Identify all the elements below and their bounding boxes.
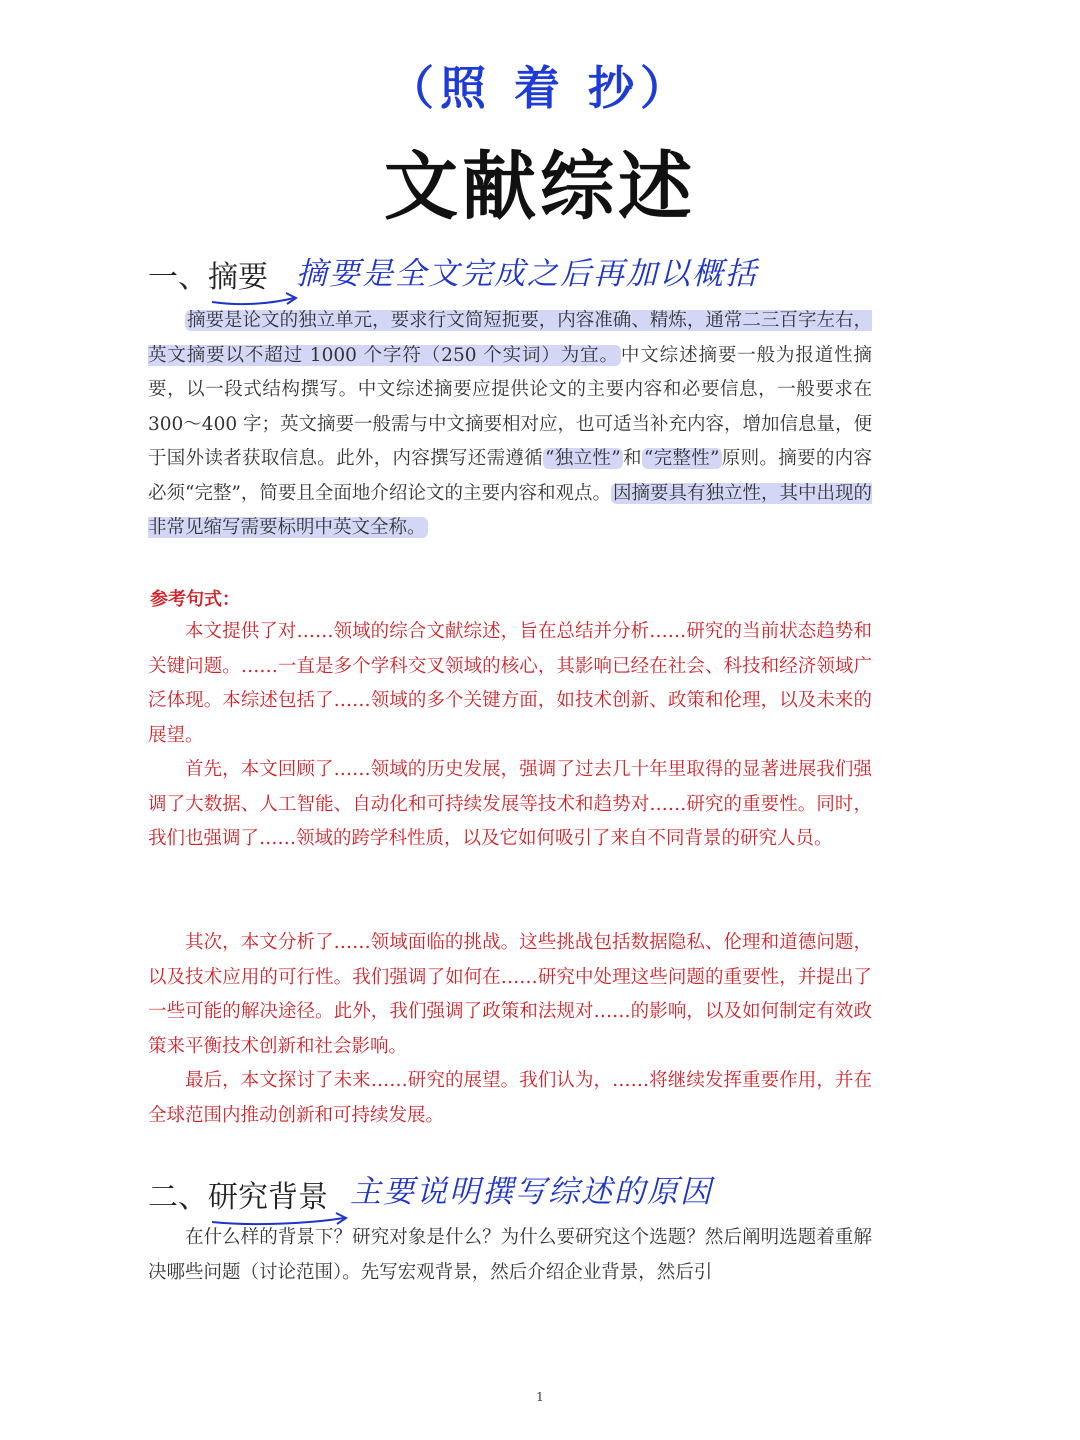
highlighted-text: “独立性” <box>545 448 621 469</box>
reference-paragraph-4: 最后，本文探讨了未来……研究的展望。我们认为，……将继续发挥重要作用，并在全球范围内推动创新和可持续发展。 <box>148 1070 872 1126</box>
section-heading-text: 二、研究背景 <box>148 1180 328 1215</box>
document-title: 文献综述 <box>384 144 696 230</box>
handwritten-note-abstract: 摘要是全文完成之后再加以概括 <box>296 256 758 292</box>
paragraph-text: 中文综述摘要一般为报道性摘要，以一段式结构撰写。中文综述摘要应提供论文的主要内容和必要信息，一般要求在 300～400 字；英文摘要一般需与中文摘要相对应，也可适当补充内容，增加信息量，便于国外读者获取信息。此外，内容撰写还需遵循 <box>148 344 873 469</box>
reference-paragraph-1: 本文提供了对……领域的综合文献综述，旨在总结并分析……研究的当前状态趋势和关键问题。……一直是多个学科交叉领域的核心，其影响已经在社会、科技和经济领域广泛体现。本综述包括了……领域的多个关键方面，如技术创新、政策和伦理，以及未来的展望。 <box>148 621 872 746</box>
paragraph-text: 原则。摘要的内容必须“完整”，简要且全面地介绍论文的主要内容和观点。 <box>148 448 872 504</box>
section-heading-background <box>148 1172 328 1216</box>
abstract-paragraph <box>148 304 872 546</box>
reference-paragraph-2: 首先，本文回顾了……领域的历史发展，强调了过去几十年里取得的显著进展我们强调了大数据、人工智能、自动化和可持续发展等技术和趋势对……研究的重要性。同时，我们也强调了……领域的跨学科性质，以及它如何吸引了来自不同背景的研究人员。 <box>148 759 872 849</box>
handwritten-note-background: 主要说明撰写综述的原因 <box>350 1174 713 1210</box>
highlighted-text: 因摘要具有独立性，其中出现的非常见缩写需要标明中英文全称。 <box>148 482 872 538</box>
background-paragraph: 在什么样的背景下？研究对象是什么？为什么要研究这个选题？然后阐明选题着重解决哪些问题（讨论范围）。先写宏观背景，然后介绍企业背景，然后引 <box>148 1227 872 1283</box>
reference-label: 参考句式： <box>150 589 240 610</box>
section-heading-text: 一、摘要 <box>148 260 268 295</box>
section-heading-abstract <box>148 252 268 296</box>
banner-title: （照 着 抄） <box>387 61 693 115</box>
highlighted-text: 摘要是论文的独立单元，要求行文简短扼要，内容准确、精炼，通常二三百字左右，英文摘要以不超过 1000 个字符（250 个实词）为宜。 <box>148 310 872 366</box>
highlighted-text: “完整性” <box>643 448 720 469</box>
page-number: 1 <box>536 1390 544 1404</box>
reference-paragraph-3: 其次，本文分析了……领域面临的挑战。这些挑战包括数据隐私、伦理和道德问题，以及技术应用的可行性。我们强调了如何在……研究中处理这些问题的重要性，并提出了一些可能的解决途径。此外，我们强调了政策和法规对……的影响，以及如何制定有效政策来平衡技术创新和社会影响。 <box>148 932 872 1057</box>
paragraph-text: 和 <box>622 448 642 469</box>
